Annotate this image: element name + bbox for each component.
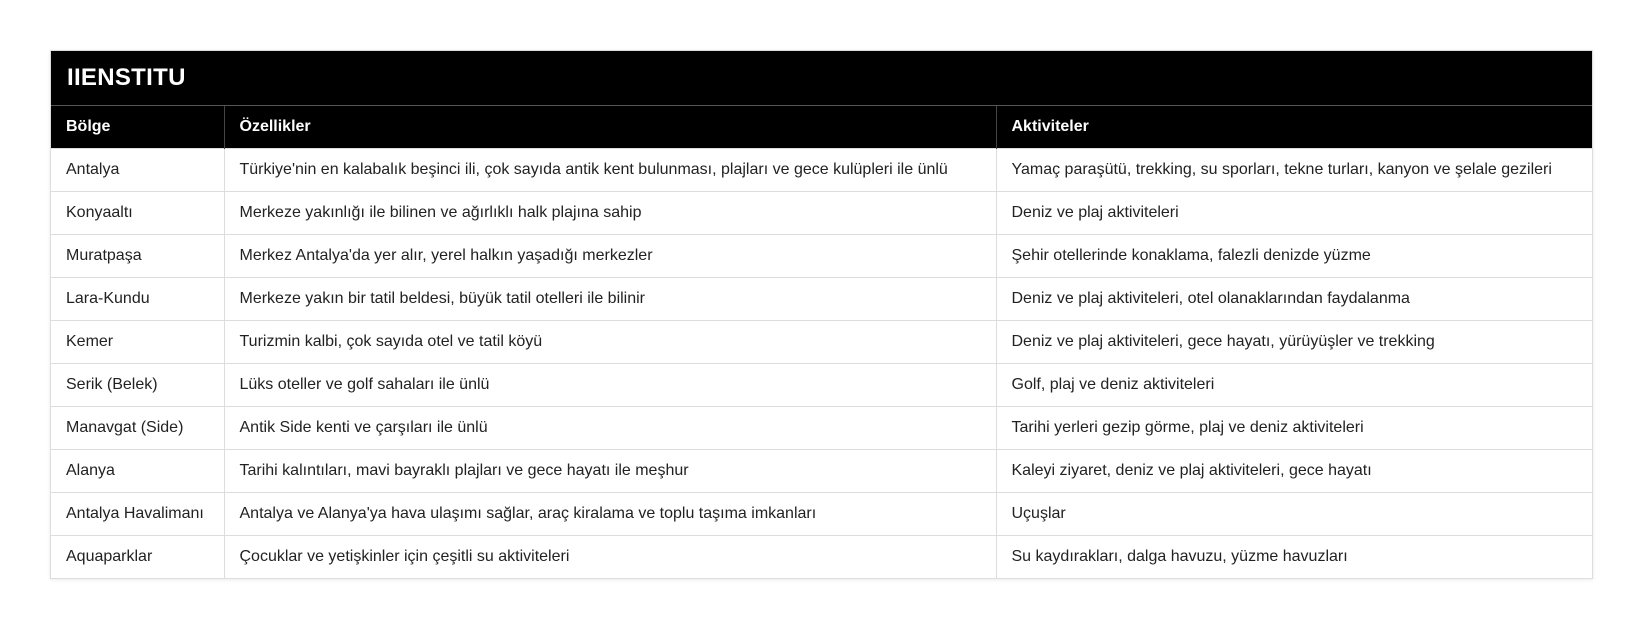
table-row	[51, 450, 1592, 493]
cell-region: Serik (Belek)	[51, 364, 224, 407]
data-table	[51, 106, 1592, 578]
cell-activities: Deniz ve plaj aktiviteleri, otel olanaklarından faydalanma	[996, 278, 1592, 321]
cell-region: Antalya	[51, 149, 224, 192]
cell-features: Tarihi kalıntıları, mavi bayraklı plajları ve gece hayatı ile meşhur	[224, 450, 996, 493]
cell-activities: Yamaç paraşütü, trekking, su sporları, tekne turları, kanyon ve şelale gezileri	[996, 149, 1592, 192]
data-table-container	[50, 50, 1593, 579]
cell-activities: Deniz ve plaj aktiviteleri, gece hayatı, yürüyüşler ve trekking	[996, 321, 1592, 364]
table-row	[51, 407, 1592, 450]
cell-features: Merkeze yakın bir tatil beldesi, büyük tatil otelleri ile bilinir	[224, 278, 996, 321]
cell-region: Manavgat (Side)	[51, 407, 224, 450]
cell-activities: Su kaydırakları, dalga havuzu, yüzme havuzları	[996, 536, 1592, 579]
cell-activities: Deniz ve plaj aktiviteleri	[996, 192, 1592, 235]
cell-features: Antik Side kenti ve çarşıları ile ünlü	[224, 407, 996, 450]
cell-features: Merkeze yakınlığı ile bilinen ve ağırlıklı halk plajına sahip	[224, 192, 996, 235]
column-header-region: Bölge	[51, 106, 224, 149]
cell-features: Çocuklar ve yetişkinler için çeşitli su aktiviteleri	[224, 536, 996, 579]
cell-activities: Şehir otellerinde konaklama, falezli denizde yüzme	[996, 235, 1592, 278]
table-row	[51, 278, 1592, 321]
cell-features: Antalya ve Alanya'ya hava ulaşımı sağlar, araç kiralama ve toplu taşıma imkanları	[224, 493, 996, 536]
cell-region: Antalya Havalimanı	[51, 493, 224, 536]
cell-activities: Tarihi yerleri gezip görme, plaj ve deniz aktiviteleri	[996, 407, 1592, 450]
cell-activities: Uçuşlar	[996, 493, 1592, 536]
cell-region: Alanya	[51, 450, 224, 493]
cell-region: Muratpaşa	[51, 235, 224, 278]
cell-features: Merkez Antalya'da yer alır, yerel halkın yaşadığı merkezler	[224, 235, 996, 278]
table-row	[51, 192, 1592, 235]
table-title: IIENSTITU	[51, 51, 1592, 106]
table-row	[51, 321, 1592, 364]
cell-features: Türkiye'nin en kalabalık beşinci ili, çok sayıda antik kent bulunması, plajları ve gece kulüpleri ile ünlü	[224, 149, 996, 192]
table-row	[51, 149, 1592, 192]
table-row	[51, 493, 1592, 536]
column-header-features: Özellikler	[224, 106, 996, 149]
cell-region: Konyaaltı	[51, 192, 224, 235]
column-header-activities: Aktiviteler	[996, 106, 1592, 149]
table-row	[51, 235, 1592, 278]
cell-region: Kemer	[51, 321, 224, 364]
cell-features: Turizmin kalbi, çok sayıda otel ve tatil köyü	[224, 321, 996, 364]
table-header-row	[51, 106, 1592, 149]
cell-region: Lara-Kundu	[51, 278, 224, 321]
table-row	[51, 536, 1592, 579]
cell-activities: Golf, plaj ve deniz aktiviteleri	[996, 364, 1592, 407]
table-row	[51, 364, 1592, 407]
cell-region: Aquaparklar	[51, 536, 224, 579]
cell-features: Lüks oteller ve golf sahaları ile ünlü	[224, 364, 996, 407]
cell-activities: Kaleyi ziyaret, deniz ve plaj aktiviteleri, gece hayatı	[996, 450, 1592, 493]
